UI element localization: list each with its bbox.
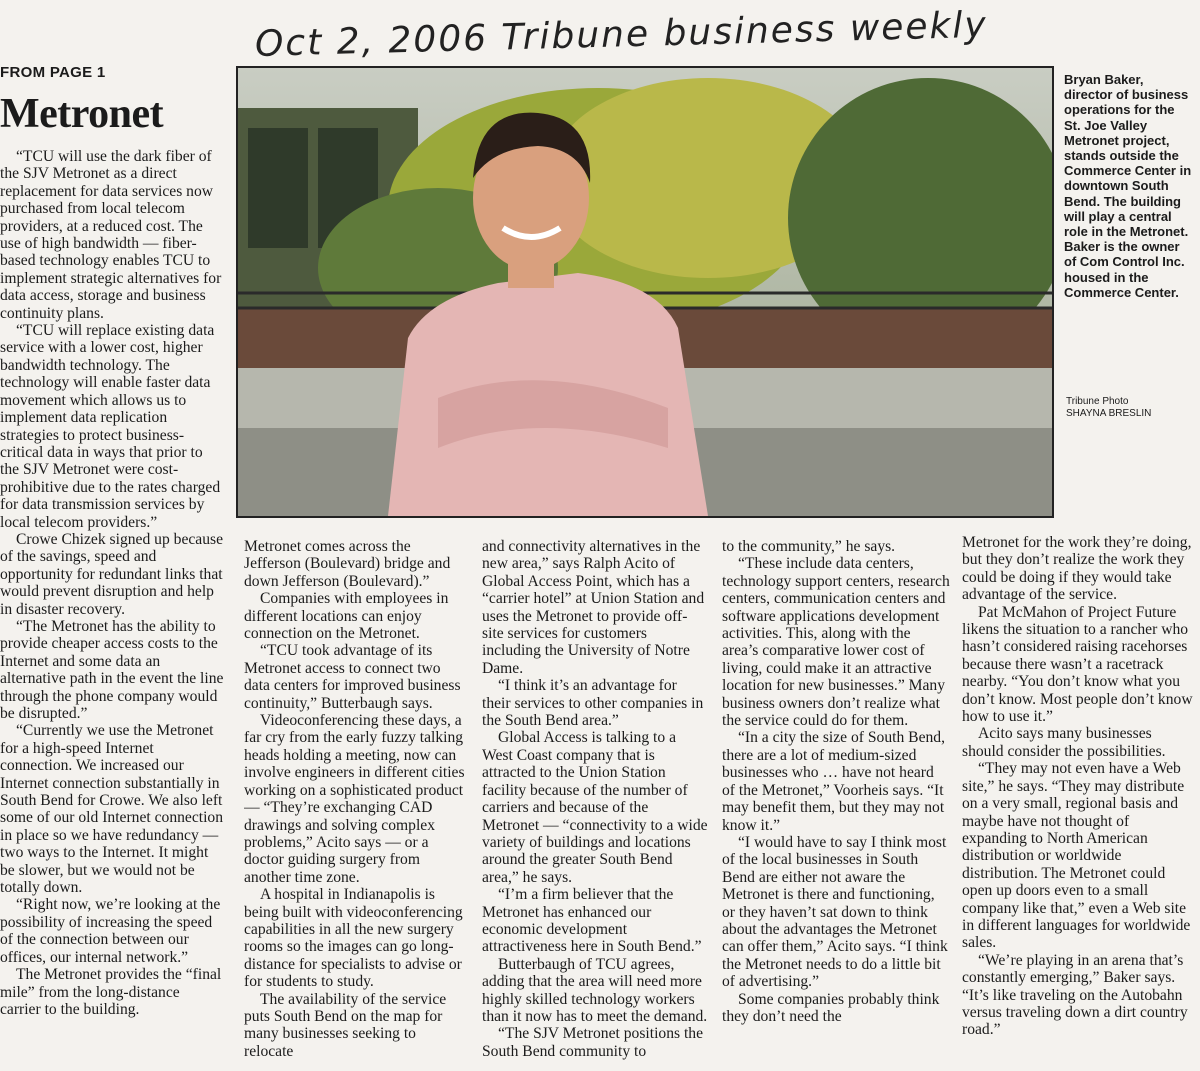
photographer-name: SHAYNA BRESLIN [1066, 408, 1152, 419]
article-column-2 [244, 538, 468, 1071]
paragraph: A hospital in Indianapolis is being built with videoconferencing capabilities in all the new surgery rooms so the images can go long-distance for specialists to advise or for students to study. [244, 886, 463, 991]
paragraph: “We’re playing in an arena that’s constantly emerging,” Baker says. “It’s like traveling on the Autobahn versus traveling down a dirt country road.” [962, 951, 1188, 1039]
paragraph: Global Access is talking to a West Coast company that is attracted to the Union Station facility because of the number of carriers and because of the Metronet — “connectivity to a wide variety of buildings and locations around the greater South Bend area,” he says. [482, 729, 708, 886]
kicker: FROM PAGE 1 [0, 64, 106, 81]
article-column-4 [722, 538, 950, 1071]
paragraph: “In a city the size of South Bend, there are a lot of medium-sized businesses who … have not heard of the Metronet,” Voorheis says. “It may benefit them, but they may not know it.” [722, 729, 945, 834]
paragraph: “The SJV Metronet positions the South Bend community to [482, 1025, 704, 1060]
handwritten-date-note: Oct 2, 2006 Tribune business weekly [254, 4, 989, 65]
paragraph: Acito says many businesses should consider the possibilities. [962, 725, 1166, 760]
credit-label: Tribune Photo [1066, 396, 1129, 407]
paragraph: to the community,” he says. [722, 538, 896, 555]
paragraph: “Right now, we’re looking at the possibility of increasing the speed of the connection between our offices, our internal network.” [0, 896, 221, 966]
article-column-5 [962, 534, 1194, 1071]
headline: Metronet [0, 91, 164, 137]
photo-caption: Bryan Baker, director of business operations for the St. Joe Valley Metronet project, stands outside the Commerce Center in downtown South Bend. The building will play a central role in the Metronet. Baker is the owner of Com Control Inc. housed in the Commerce Center. [1064, 72, 1192, 300]
paragraph: “I think it’s an advantage for their services to other companies in the South Bend area.” [482, 677, 704, 730]
article-column-1 [0, 148, 224, 1071]
paragraph: The Metronet provides the “final mile” from the long-distance carrier to the building. [0, 966, 222, 1018]
paragraph: Butterbaugh of TCU agrees, adding that the area will need more highly skilled technology workers than it now has to meet the demand. [482, 955, 708, 1025]
portrait-photo [236, 66, 1054, 518]
paragraph: Metronet comes across the Jefferson (Boulevard) bridge and down Jefferson (Boulevard).” [244, 538, 451, 590]
paragraph: Pat McMahon of Project Future likens the situation to a rancher who hasn’t considered raising racehorses because there wasn’t a racetrack nearby. “You don’t know what you don’t know. Most people don’t know how to use it.” [962, 603, 1193, 726]
paragraph: “The Metronet has the ability to provide cheaper access costs to the Internet and some data an alternative path in the event the line through the phone company would be disrupted.” [0, 617, 224, 722]
paragraph: “I would have to say I think most of the local businesses in South Bend are either not aware the Metronet is there and functioning, or they haven’t sat down to think about the advantages the Metronet can offer them,” Acito says. “I think the Metronet needs to do a little bit of advertising.” [722, 833, 948, 991]
paragraph: “TCU took advantage of its Metronet access to connect two data centers for improved business continuity,” Butterbaugh says. [244, 642, 461, 712]
photo-credit [1066, 396, 1196, 420]
paragraph: and connectivity alternatives in the new area,” says Ralph Acito of Global Access Point, which has a “carrier hotel” at Union Station and uses the Metronet to provide off-site services for customers including the University of Notre Dame. [482, 538, 705, 677]
paragraph: The availability of the service puts South Bend on the map for many businesses seeking to relocate [244, 990, 447, 1060]
paragraph: “TCU will replace existing data service with a lower cost, higher bandwidth technology. The technology will enable faster data movement which allows us to implement data replication strategies to protect business-critical data in ways that prior to the SJV Metronet were cost-prohibitive due to the rates charged for data transmission services by local telecom providers.” [0, 322, 221, 531]
paragraph: “These include data centers, technology support centers, research centers, communication centers and software applications development activities. This, along with the area’s comparative lower cost of living, could make it an attractive location for new businesses.” Many business owners don’t realize what the service could do for them. [722, 555, 950, 730]
paragraph: “Currently we use the Metronet for a high-speed Internet connection. We increased our Internet connection substantially in South Bend for Crowe. We also left some of our old Internet connection in place so we have redundancy — two ways to the Internet. It might be slower, but we would not be totally down. [0, 722, 224, 897]
paragraph: “I’m a firm believer that the Metronet has enhanced our economic development attractiveness here in South Bend.” [482, 886, 702, 956]
paragraph: “They may not even have a Web site,” he says. “They may distribute on a very small, regional basis and maybe have not thought of expanding to North American distribution or worldwide distribution. The Metronet could open up doors even to a small company like that,” even a Web site in different languages for worldwide sales. [962, 760, 1191, 952]
photo-illustration [238, 68, 1052, 516]
paragraph: Crowe Chizek signed up because of the savings, speed and opportunity for redundant links that would prevent disruption and help in disaster recovery. [0, 530, 223, 618]
article-column-3 [482, 538, 708, 1071]
paragraph: Videoconferencing these days, a far cry from the early fuzzy talking heads holding a meeting, now can involve engineers in different cities working on a sophisticated product — “They’re exchanging CAD drawings and solving complex problems,” Acito says — or a doctor guiding surgery from another time zone. [244, 712, 465, 886]
paragraph: Companies with employees in different locations can enjoy connection on the Metronet. [244, 590, 449, 643]
paragraph: Metronet for the work they’re doing, but they don’t realize the work they could be doing if they would take advantage of the service. [962, 534, 1192, 604]
paragraph: “TCU will use the dark fiber of the SJV Metronet as a direct replacement for data services now purchased from local telecom providers, at a reduced cost. The use of high bandwidth — fiber-based technology enables TCU to implement strategic alternatives for data access, storage and business continuity plans. [0, 148, 222, 322]
paragraph: Some companies probably think they don’t need the [722, 990, 940, 1025]
